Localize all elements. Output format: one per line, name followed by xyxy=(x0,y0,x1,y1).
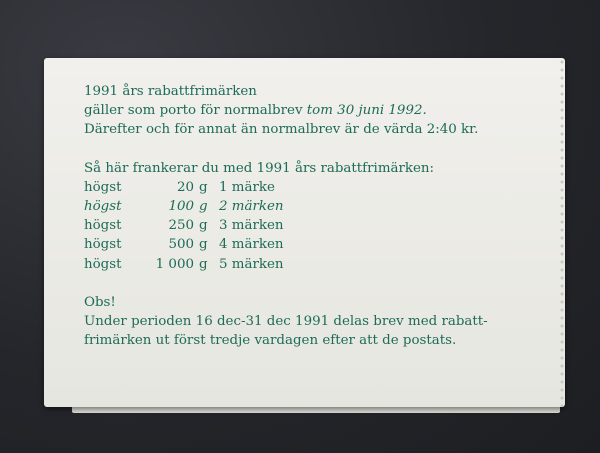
rate-unit: g xyxy=(199,199,208,215)
rate-stamps: 5 märken xyxy=(219,256,284,272)
rate-stamps: 3 märken xyxy=(219,218,284,234)
validity-text: gäller som porto för normalbrev xyxy=(84,103,307,119)
rate-weight: 1 000 xyxy=(155,256,194,272)
rate-label: högst xyxy=(84,237,122,253)
rate-weight: 100 xyxy=(168,199,194,215)
rate-row xyxy=(84,178,545,197)
rate-row xyxy=(84,197,545,216)
validity-line xyxy=(84,101,545,120)
rate-label: högst xyxy=(84,199,122,215)
rate-stamps: 2 märken xyxy=(219,199,284,215)
rate-stamps: 4 märken xyxy=(219,237,284,253)
rate-weight: 250 xyxy=(168,218,194,234)
rate-row xyxy=(84,255,545,274)
rate-unit: g xyxy=(199,237,208,253)
rate-unit: g xyxy=(199,256,208,272)
obs-line: Under perioden 16 dec-31 dec 1991 delas brev med rabatt- xyxy=(84,314,488,330)
rate-row xyxy=(84,216,545,235)
perforated-edge xyxy=(559,58,565,407)
validity-date: tom 30 juni 1992. xyxy=(306,103,427,119)
heading: 1991 års rabattfrimärken xyxy=(84,84,257,99)
rate-weight: 20 xyxy=(176,179,194,195)
rate-label: högst xyxy=(84,179,122,195)
booklet-card xyxy=(44,58,565,407)
rate-label: högst xyxy=(84,218,122,234)
rate-unit: g xyxy=(199,218,208,234)
obs-title: Obs! xyxy=(84,294,116,310)
obs-line: frimärken ut först tredje vardagen efter att de postats. xyxy=(84,333,457,349)
card-text xyxy=(84,82,545,350)
rate-weight: 500 xyxy=(168,237,194,253)
rate-unit: g xyxy=(199,179,208,195)
rate-row xyxy=(84,235,545,254)
value-line: Därefter och för annat än normalbrev är de värda 2:40 kr. xyxy=(84,122,479,138)
rate-label: högst xyxy=(84,256,122,272)
rate-stamps: 1 märke xyxy=(219,179,275,195)
table-intro: Så här frankerar du med 1991 års rabattfrimärken: xyxy=(84,160,435,176)
